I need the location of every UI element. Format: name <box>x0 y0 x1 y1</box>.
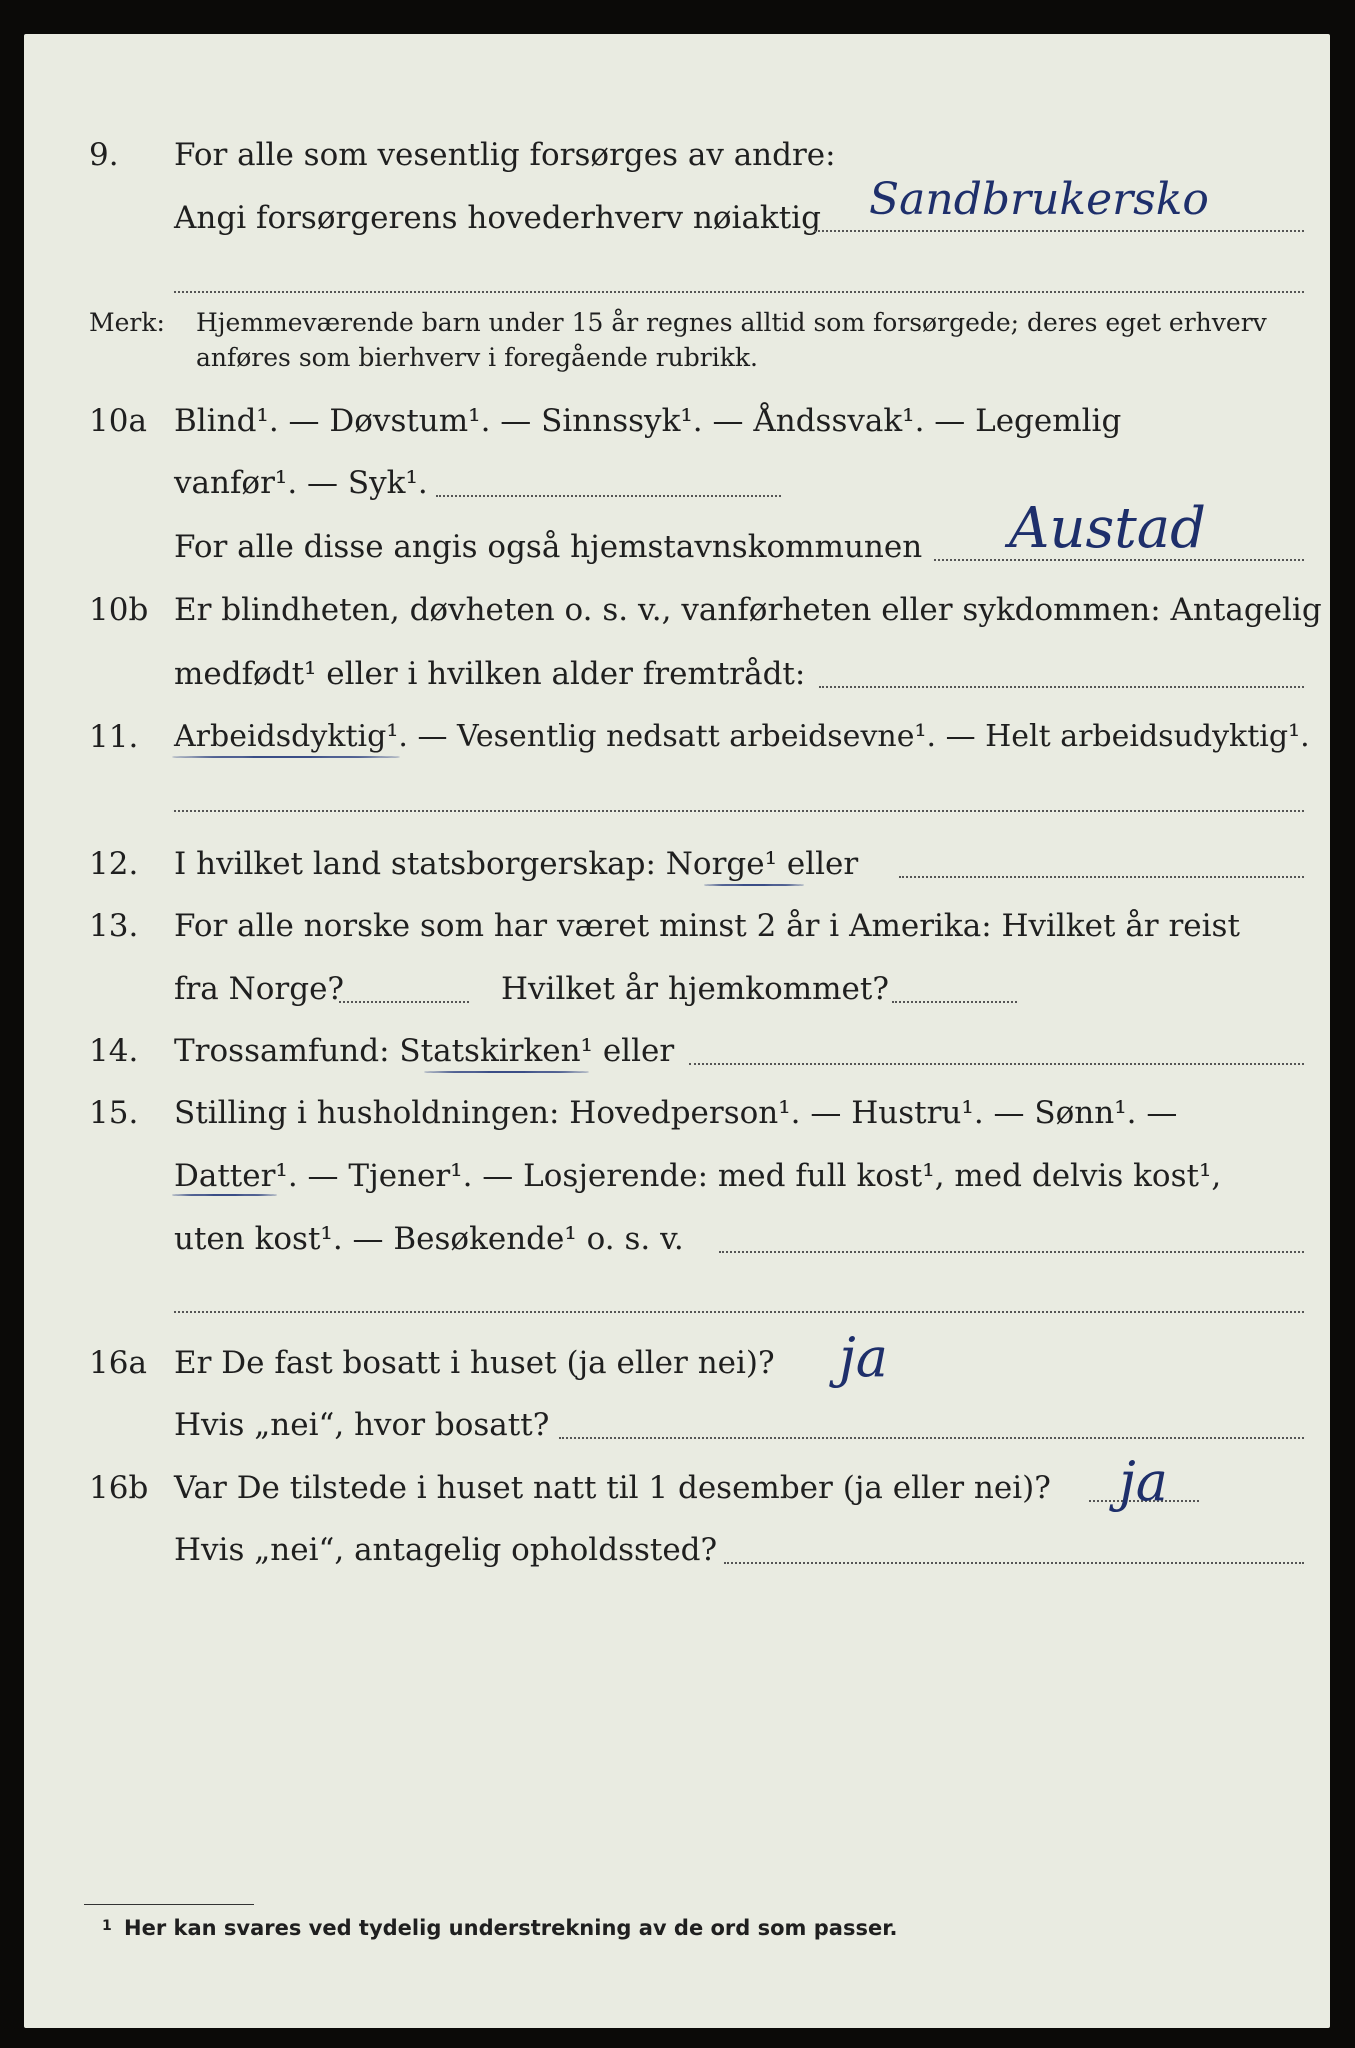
q11-line1: Arbeidsdyktig¹. — Vesentlig nedsatt arbeidsevne¹. — Helt arbeidsudyktig¹. <box>174 719 1310 754</box>
q16a-answer-handwriting: ja <box>839 1326 888 1389</box>
q15-number: 15. <box>89 1095 139 1131</box>
q10a-line2: vanfør¹. — Syk¹. <box>174 465 428 501</box>
q12-number: 12. <box>89 846 139 882</box>
q15-extra-line <box>174 1311 1304 1313</box>
q13-line2b: Hvilket år hjemkommet? <box>501 971 889 1007</box>
q10a-line1: Blind¹. — Døvstum¹. — Sinnssyk¹. — Åndssvak¹. — Legemlig <box>174 403 1122 439</box>
footnote-text: Her kan svares ved tydelig understrekning av de ord som passer. <box>124 1916 898 1940</box>
q12-answer-line <box>899 876 1304 878</box>
census-form-page <box>24 34 1330 2028</box>
q15-underline-datter <box>172 1194 277 1196</box>
q12-line1: I hvilket land statsborgerskap: Norge¹ eller <box>174 846 859 882</box>
q9-number: 9. <box>89 137 119 173</box>
q13-reist-line <box>339 1001 469 1003</box>
q10a-number: 10a <box>89 403 147 439</box>
q9-line1: For alle som vesentlig forsørges av andre: <box>174 137 836 173</box>
merk-line2: anføres som bierhverv i foregående rubrikk. <box>196 343 758 372</box>
q10b-number: 10b <box>89 592 149 628</box>
q9-answer-handwriting: Sandbrukersko <box>869 174 1209 225</box>
q13-number: 13. <box>89 908 139 944</box>
q10a-answer-handwriting: Austad <box>1009 496 1206 561</box>
q16a-bosatt-line <box>559 1437 1304 1439</box>
q15-line3: uten kost¹. — Besøkende¹ o. s. v. <box>174 1221 684 1257</box>
merk-label: Merk: <box>89 308 165 337</box>
footnote-rule <box>84 1904 254 1905</box>
q16a-number: 16a <box>89 1345 147 1381</box>
q10b-line1: Er blindheten, døvheten o. s. v., vanførheten eller sykdommen: Antagelig <box>174 592 1322 628</box>
footnote <box>102 1916 898 1940</box>
q9-answer-line <box>814 230 1304 232</box>
merk-line1: Hjemmeværende barn under 15 år regnes alltid som forsørgede; deres eget erhverv <box>196 308 1267 337</box>
q16b-line2: Hvis „nei“, antagelig opholdssted? <box>174 1532 718 1568</box>
q16b-number: 16b <box>89 1470 149 1506</box>
q11-extra-line <box>174 810 1304 812</box>
q11-underline-arbeidsdyktig <box>172 756 400 758</box>
q10a-syk-line <box>436 495 781 497</box>
q16b-opholdssted-line <box>724 1562 1304 1564</box>
q14-number: 14. <box>89 1033 139 1069</box>
q10b-line2: medfødt¹ eller i hvilken alder fremtrådt: <box>174 656 806 692</box>
footnote-marker: 1 <box>102 1918 112 1934</box>
q14-underline-statskirken <box>424 1071 589 1073</box>
q15-line2: Datter¹. — Tjener¹. — Losjerende: med full kost¹, med delvis kost¹, <box>174 1158 1222 1194</box>
q15-line1: Stilling i husholdningen: Hovedperson¹. — Hustru¹. — Sønn¹. — <box>174 1095 1178 1131</box>
q11-number: 11. <box>89 719 139 755</box>
q13-hjemkommet-line <box>892 1001 1017 1003</box>
q14-answer-line <box>689 1063 1304 1065</box>
q12-underline-norge <box>704 884 804 886</box>
q16a-line1: Er De fast bosatt i huset (ja eller nei)? <box>174 1345 775 1381</box>
q9-line2: Angi forsørgerens hovederhverv nøiaktig <box>174 200 821 236</box>
q13-line1: For alle norske som har været minst 2 år i Amerika: Hvilket år reist <box>174 908 1240 944</box>
q16a-line2: Hvis „nei“, hvor bosatt? <box>174 1407 550 1443</box>
q16b-line1: Var De tilstede i huset natt til 1 desember (ja eller nei)? <box>174 1470 1051 1506</box>
q14-line1: Trossamfund: Statskirken¹ eller <box>174 1033 675 1069</box>
q10b-answer-line <box>819 686 1304 688</box>
q16b-answer-handwriting: ja <box>1119 1450 1168 1513</box>
q9-extra-line <box>174 291 1304 293</box>
q10a-line3: For alle disse angis også hjemstavnskommunen <box>174 529 923 565</box>
q13-line2a: fra Norge? <box>174 971 345 1007</box>
q15-answer-line <box>719 1251 1304 1253</box>
